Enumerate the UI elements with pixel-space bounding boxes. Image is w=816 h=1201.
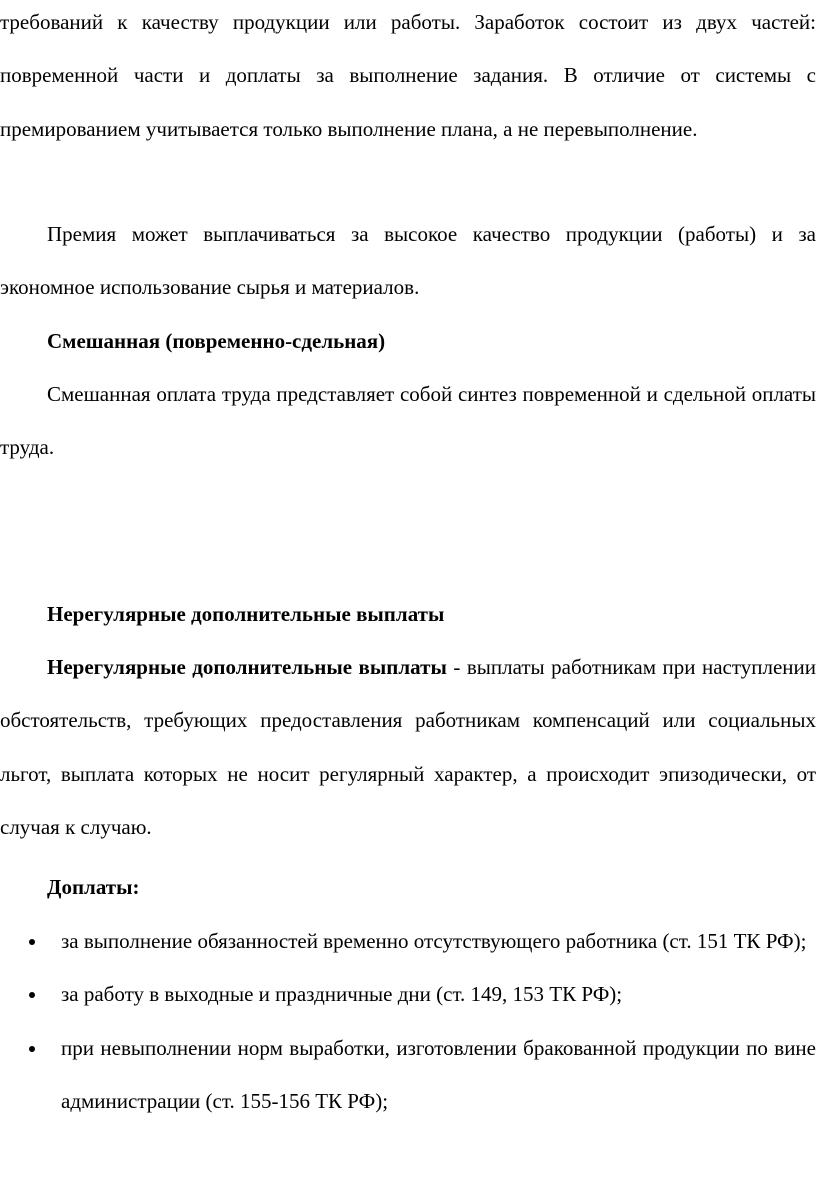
bullet-icon: [29, 939, 35, 945]
bullet-icon: [29, 1046, 35, 1052]
list-item-text: при невыполнении норм выработки, изготовлении бракованной продукции по вине администрации (ст. 155-156 ТК РФ);: [61, 1035, 816, 1113]
paragraph-payment-structure: требований к качеству продукции или работы. Заработок состоит из двух частей: повременной части и доплаты за выполнение задания. В отличие от системы с премированием учитывается только выполнение плана, а не перевыполнение.: [0, 10, 816, 141]
heading-mixed-payment: Смешанная (повременно-сдельная): [47, 329, 386, 353]
paragraph-bonus: Премия может выплачиваться за высокое качество продукции (работы) и за экономное использование сырья и материалов.: [0, 222, 816, 300]
heading-irregular-payments: Нерегулярные дополнительные выплаты: [47, 602, 445, 626]
term-irregular-payments: Нерегулярные дополнительные выплаты: [47, 655, 447, 679]
doplaty-list: [0, 915, 816, 1128]
list-item-text: за работу в выходные и праздничные дни (ст. 149, 153 ТК РФ);: [61, 982, 623, 1007]
bullet-icon: [29, 992, 35, 998]
list-item-text: за выполнение обязанностей временно отсутствующего работника (ст. 151 ТК РФ);: [61, 929, 807, 953]
paragraph-mixed-payment: Смешанная оплата труда представляет собой синтез повременной и сдельной оплаты труда.: [0, 382, 816, 460]
definition-irregular-payments: - выплаты работникам при наступлении обстоятельств, требующих предоставления работникам компенсаций или социальных льгот, выплата которых не носит регулярный характер, а происходит эпизодически, от случая к случаю.: [0, 655, 816, 839]
paragraph-irregular-payments: [0, 641, 816, 854]
list-item: [0, 915, 816, 968]
list-item: [0, 1022, 816, 1129]
heading-doplaty: Доплаты:: [47, 875, 140, 899]
list-item: [0, 968, 816, 1021]
